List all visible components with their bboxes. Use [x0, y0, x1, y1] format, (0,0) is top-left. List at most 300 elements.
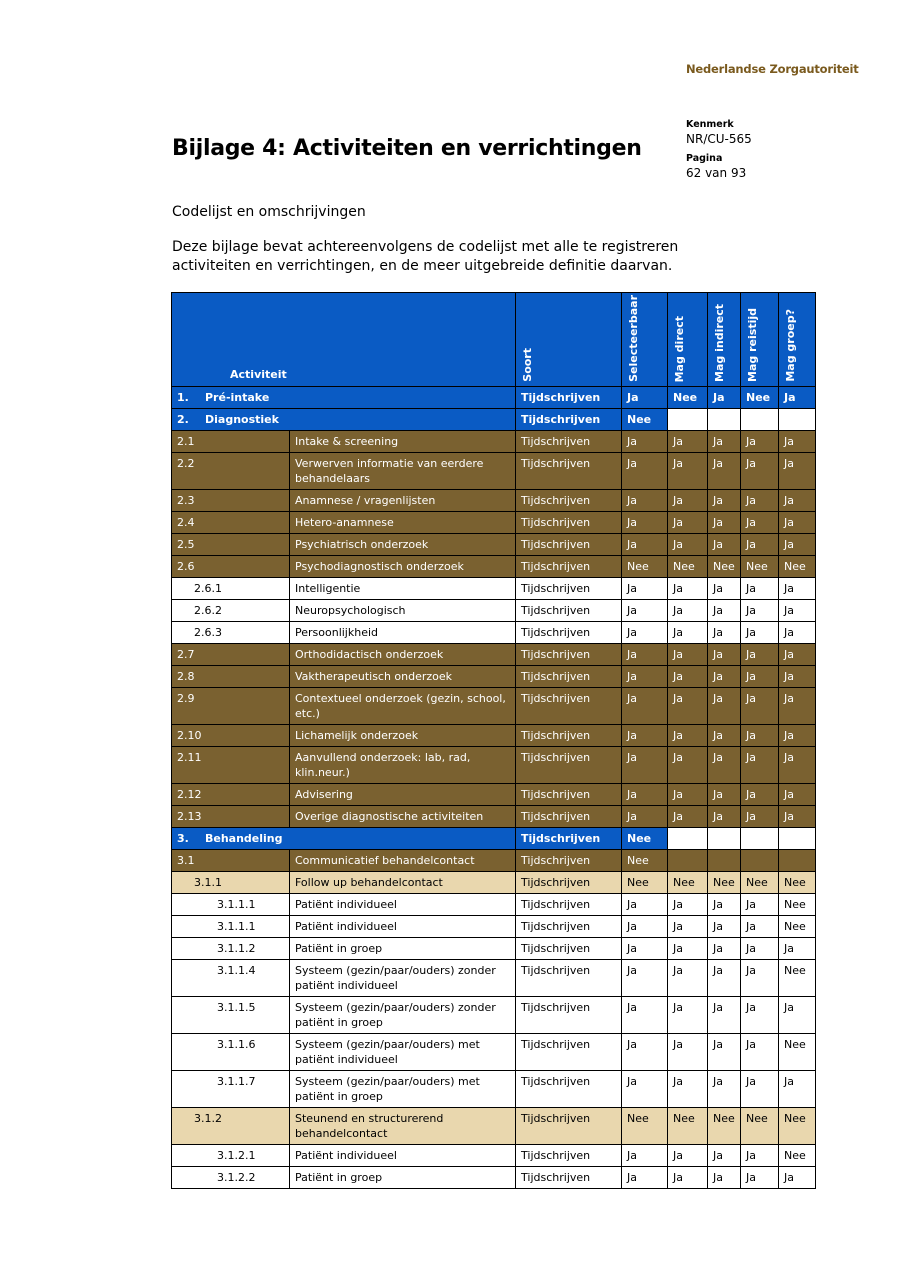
direct-cell: Ja — [668, 687, 708, 724]
activity-soort: Tijdschrijven — [516, 386, 622, 408]
selecteerbaar-cell: Nee — [622, 1107, 668, 1144]
activity-name: Patiënt individueel — [290, 915, 516, 937]
groep-cell: Nee — [779, 555, 816, 577]
activity-soort: Tijdschrijven — [516, 687, 622, 724]
activity-soort: Tijdschrijven — [516, 665, 622, 687]
activity-soort: Tijdschrijven — [516, 746, 622, 783]
activity-soort: Tijdschrijven — [516, 1107, 622, 1144]
activity-code: 3.1.1.2 — [172, 937, 290, 959]
activity-number: 3. — [177, 831, 189, 845]
activity-soort: Tijdschrijven — [516, 937, 622, 959]
activity-soort: Tijdschrijven — [516, 621, 622, 643]
activity-name: Orthodidactisch onderzoek — [290, 643, 516, 665]
groep-cell: Ja — [779, 724, 816, 746]
selecteerbaar-cell: Ja — [622, 533, 668, 555]
table-row — [172, 643, 816, 665]
activity-code: 2.11 — [172, 746, 290, 783]
activity-name: Pré-intake — [205, 390, 270, 404]
groep-cell: Ja — [779, 452, 816, 489]
column-header-reistijd — [741, 293, 779, 387]
reistijd-cell: Ja — [741, 915, 779, 937]
pagina-label: Pagina — [686, 153, 723, 164]
activity-soort: Tijdschrijven — [516, 871, 622, 893]
selecteerbaar-cell: Ja — [622, 724, 668, 746]
groep-cell: Ja — [779, 687, 816, 724]
page-title: Bijlage 4: Activiteiten en verrichtingen — [172, 136, 642, 161]
column-header-activiteit: Activiteit — [172, 293, 516, 387]
groep-cell: Nee — [779, 1033, 816, 1070]
activity-code: 3.1.1.4 — [172, 959, 290, 996]
groep-cell: Ja — [779, 621, 816, 643]
activity-name: Follow up behandelcontact — [290, 871, 516, 893]
direct-cell: Ja — [668, 1166, 708, 1188]
direct-cell: Ja — [668, 937, 708, 959]
activity-code: 2.9 — [172, 687, 290, 724]
direct-cell: Ja — [668, 996, 708, 1033]
activity-code: 2.4 — [172, 511, 290, 533]
activity-name: Psychiatrisch onderzoek — [290, 533, 516, 555]
selecteerbaar-cell: Ja — [622, 386, 668, 408]
activity-code: 2.2 — [172, 452, 290, 489]
indirect-cell: Nee — [708, 871, 741, 893]
pagina-value: 62 van 93 — [686, 166, 747, 180]
reistijd-cell: Ja — [741, 599, 779, 621]
activity-code: 2.7 — [172, 643, 290, 665]
reistijd-cell: Nee — [741, 1107, 779, 1144]
table-header-row — [172, 293, 816, 387]
activity-code: 3.1.2.1 — [172, 1144, 290, 1166]
reistijd-cell: Ja — [741, 805, 779, 827]
activity-name: Steunend en structurerend behandelcontact — [290, 1107, 516, 1144]
table-row — [172, 746, 816, 783]
table-row — [172, 665, 816, 687]
activity-code: 2.1 — [172, 430, 290, 452]
direct-cell: Ja — [668, 665, 708, 687]
selecteerbaar-cell: Ja — [622, 1070, 668, 1107]
activity-code: 2.8 — [172, 665, 290, 687]
activity-soort: Tijdschrijven — [516, 1070, 622, 1107]
activity-soort: Tijdschrijven — [516, 959, 622, 996]
indirect-cell: Ja — [708, 643, 741, 665]
column-header-soort — [516, 293, 622, 387]
table-row — [172, 533, 816, 555]
indirect-cell: Ja — [708, 511, 741, 533]
groep-cell: Nee — [779, 893, 816, 915]
activity-code: 2.6 — [172, 555, 290, 577]
selecteerbaar-cell: Ja — [622, 783, 668, 805]
reistijd-cell: Ja — [741, 893, 779, 915]
activity-soort: Tijdschrijven — [516, 849, 622, 871]
reistijd-cell: Ja — [741, 489, 779, 511]
reistijd-cell: Ja — [741, 687, 779, 724]
reistijd-cell: Nee — [741, 386, 779, 408]
reistijd-cell: Ja — [741, 621, 779, 643]
intro-paragraph: Deze bijlage bevat achtereenvolgens de codelijst met alle te registreren activiteiten en verrichtingen, en de meer uitgebreide definitie daarvan. — [172, 239, 679, 274]
table-row — [172, 430, 816, 452]
activity-code: 3.1.1.7 — [172, 1070, 290, 1107]
activity-code: 2.6.2 — [172, 599, 290, 621]
indirect-cell — [708, 849, 741, 871]
activity-name: Patiënt individueel — [290, 1144, 516, 1166]
selecteerbaar-cell: Ja — [622, 599, 668, 621]
indirect-cell: Ja — [708, 533, 741, 555]
activity-soort: Tijdschrijven — [516, 489, 622, 511]
column-header-indirect-label: Mag indirect — [713, 303, 727, 382]
activity-name: Anamnese / vragenlijsten — [290, 489, 516, 511]
selecteerbaar-cell: Ja — [622, 621, 668, 643]
activity-name: Systeem (gezin/paar/ouders) met patiënt in groep — [290, 1070, 516, 1107]
activity-name: Aanvullend onderzoek: lab, rad, klin.neur.) — [290, 746, 516, 783]
direct-cell — [668, 408, 708, 430]
activity-soort: Tijdschrijven — [516, 533, 622, 555]
activity-soort: Tijdschrijven — [516, 1166, 622, 1188]
direct-cell: Nee — [668, 1107, 708, 1144]
activity-code: 2.13 — [172, 805, 290, 827]
column-header-selecteerbaar-label: Selecteerbaar — [627, 295, 641, 382]
activity-name: Contextueel onderzoek (gezin, school, etc.) — [290, 687, 516, 724]
selecteerbaar-cell: Ja — [622, 511, 668, 533]
activity-code: 3.1.1.1 — [172, 893, 290, 915]
activities-table — [171, 292, 816, 1189]
activity-soort: Tijdschrijven — [516, 555, 622, 577]
selecteerbaar-cell: Ja — [622, 643, 668, 665]
organization-logo: Nederlandse Zorgautoriteit — [686, 62, 859, 76]
main-activity-cell — [172, 386, 516, 408]
indirect-cell — [708, 408, 741, 430]
reistijd-cell: Ja — [741, 1166, 779, 1188]
activity-code: 3.1.1.5 — [172, 996, 290, 1033]
activity-number: 1. — [177, 390, 189, 404]
reistijd-cell: Ja — [741, 577, 779, 599]
selecteerbaar-cell: Nee — [622, 871, 668, 893]
table-row — [172, 1144, 816, 1166]
activity-name: Patiënt in groep — [290, 937, 516, 959]
activity-code: 2.6.1 — [172, 577, 290, 599]
reistijd-cell: Nee — [741, 871, 779, 893]
direct-cell: Ja — [668, 783, 708, 805]
table-row — [172, 599, 816, 621]
activity-number: 2. — [177, 412, 189, 426]
activity-name: Verwerven informatie van eerdere behandelaars — [290, 452, 516, 489]
column-header-reistijd-label: Mag reistijd — [746, 307, 760, 382]
groep-cell: Ja — [779, 805, 816, 827]
selecteerbaar-cell: Ja — [622, 1166, 668, 1188]
activity-name: Communicatief behandelcontact — [290, 849, 516, 871]
activity-soort: Tijdschrijven — [516, 805, 622, 827]
table-row — [172, 724, 816, 746]
direct-cell: Ja — [668, 805, 708, 827]
activity-name: Lichamelijk onderzoek — [290, 724, 516, 746]
indirect-cell: Ja — [708, 621, 741, 643]
activity-soort: Tijdschrijven — [516, 577, 622, 599]
reistijd-cell: Ja — [741, 1144, 779, 1166]
section-subtitle: Codelijst en omschrijvingen — [172, 204, 366, 220]
activity-soort: Tijdschrijven — [516, 915, 622, 937]
activity-name: Systeem (gezin/paar/ouders) zonder patiënt individueel — [290, 959, 516, 996]
indirect-cell: Ja — [708, 1033, 741, 1070]
indirect-cell: Ja — [708, 959, 741, 996]
column-header-groep-label: Mag groep? — [784, 309, 798, 382]
activity-code: 3.1.1.1 — [172, 915, 290, 937]
reistijd-cell: Ja — [741, 665, 779, 687]
indirect-cell: Ja — [708, 1144, 741, 1166]
reistijd-cell: Ja — [741, 430, 779, 452]
groep-cell: Ja — [779, 996, 816, 1033]
reistijd-cell: Ja — [741, 452, 779, 489]
selecteerbaar-cell: Ja — [622, 1144, 668, 1166]
selecteerbaar-cell: Nee — [622, 827, 668, 849]
groep-cell: Ja — [779, 533, 816, 555]
table-row — [172, 849, 816, 871]
direct-cell: Ja — [668, 1033, 708, 1070]
reistijd-cell: Ja — [741, 937, 779, 959]
activity-soort: Tijdschrijven — [516, 430, 622, 452]
activity-name: Systeem (gezin/paar/ouders) zonder patiënt in groep — [290, 996, 516, 1033]
selecteerbaar-cell: Ja — [622, 489, 668, 511]
reistijd-cell: Ja — [741, 643, 779, 665]
groep-cell — [779, 849, 816, 871]
groep-cell: Nee — [779, 959, 816, 996]
reistijd-cell: Ja — [741, 533, 779, 555]
indirect-cell: Ja — [708, 1166, 741, 1188]
main-activity-cell — [172, 408, 516, 430]
groep-cell: Ja — [779, 1166, 816, 1188]
direct-cell — [668, 849, 708, 871]
activity-name: Neuropsychologisch — [290, 599, 516, 621]
selecteerbaar-cell: Ja — [622, 1033, 668, 1070]
indirect-cell: Nee — [708, 1107, 741, 1144]
activity-name: Patiënt individueel — [290, 893, 516, 915]
groep-cell: Ja — [779, 386, 816, 408]
direct-cell: Nee — [668, 871, 708, 893]
kenmerk-value: NR/CU-565 — [686, 132, 752, 146]
activity-code: 3.1.1.6 — [172, 1033, 290, 1070]
groep-cell: Ja — [779, 511, 816, 533]
indirect-cell: Ja — [708, 1070, 741, 1107]
groep-cell — [779, 408, 816, 430]
activity-code: 2.3 — [172, 489, 290, 511]
indirect-cell: Ja — [708, 724, 741, 746]
table-row — [172, 827, 816, 849]
table-row — [172, 996, 816, 1033]
activity-soort: Tijdschrijven — [516, 893, 622, 915]
document-meta — [686, 118, 752, 186]
table-row — [172, 489, 816, 511]
table-row — [172, 408, 816, 430]
activity-soort: Tijdschrijven — [516, 783, 622, 805]
selecteerbaar-cell: Ja — [622, 452, 668, 489]
reistijd-cell: Nee — [741, 555, 779, 577]
table-row — [172, 1033, 816, 1070]
table-row — [172, 1166, 816, 1188]
indirect-cell: Ja — [708, 915, 741, 937]
activity-name: Vaktherapeutisch onderzoek — [290, 665, 516, 687]
activity-code: 3.1.2 — [172, 1107, 290, 1144]
activity-code: 3.1.2.2 — [172, 1166, 290, 1188]
indirect-cell: Ja — [708, 937, 741, 959]
table-row — [172, 805, 816, 827]
activity-code: 2.5 — [172, 533, 290, 555]
groep-cell: Ja — [779, 665, 816, 687]
groep-cell: Nee — [779, 1107, 816, 1144]
selecteerbaar-cell: Ja — [622, 959, 668, 996]
table-row — [172, 1107, 816, 1144]
groep-cell: Ja — [779, 783, 816, 805]
activity-name: Behandeling — [205, 831, 283, 845]
reistijd-cell — [741, 827, 779, 849]
groep-cell: Ja — [779, 430, 816, 452]
table-row — [172, 893, 816, 915]
direct-cell: Ja — [668, 893, 708, 915]
indirect-cell: Ja — [708, 489, 741, 511]
table-body — [172, 386, 816, 1188]
activity-name: Psychodiagnostisch onderzoek — [290, 555, 516, 577]
indirect-cell: Nee — [708, 555, 741, 577]
activity-soort: Tijdschrijven — [516, 408, 622, 430]
direct-cell: Ja — [668, 452, 708, 489]
table-row — [172, 452, 816, 489]
indirect-cell: Ja — [708, 687, 741, 724]
direct-cell: Ja — [668, 1070, 708, 1107]
groep-cell: Ja — [779, 599, 816, 621]
table-row — [172, 687, 816, 724]
selecteerbaar-cell: Ja — [622, 665, 668, 687]
table-row — [172, 937, 816, 959]
indirect-cell: Ja — [708, 783, 741, 805]
indirect-cell: Ja — [708, 996, 741, 1033]
activity-code: 3.1.1 — [172, 871, 290, 893]
indirect-cell: Ja — [708, 430, 741, 452]
activity-soort: Tijdschrijven — [516, 452, 622, 489]
direct-cell: Nee — [668, 555, 708, 577]
reistijd-cell: Ja — [741, 746, 779, 783]
activity-soort: Tijdschrijven — [516, 511, 622, 533]
column-header-groep — [779, 293, 816, 387]
groep-cell: Ja — [779, 489, 816, 511]
activity-name: Patiënt in groep — [290, 1166, 516, 1188]
table-row — [172, 386, 816, 408]
table-row — [172, 783, 816, 805]
direct-cell: Ja — [668, 489, 708, 511]
activity-name: Intelligentie — [290, 577, 516, 599]
groep-cell: Ja — [779, 937, 816, 959]
reistijd-cell — [741, 408, 779, 430]
activity-code: 2.12 — [172, 783, 290, 805]
selecteerbaar-cell: Ja — [622, 937, 668, 959]
reistijd-cell: Ja — [741, 724, 779, 746]
groep-cell: Nee — [779, 1144, 816, 1166]
indirect-cell: Ja — [708, 805, 741, 827]
groep-cell: Ja — [779, 746, 816, 783]
table-row — [172, 511, 816, 533]
table-row — [172, 577, 816, 599]
selecteerbaar-cell: Ja — [622, 430, 668, 452]
table-row — [172, 871, 816, 893]
indirect-cell: Ja — [708, 599, 741, 621]
selecteerbaar-cell: Ja — [622, 915, 668, 937]
indirect-cell — [708, 827, 741, 849]
direct-cell: Ja — [668, 643, 708, 665]
column-header-indirect — [708, 293, 741, 387]
direct-cell: Ja — [668, 1144, 708, 1166]
selecteerbaar-cell: Nee — [622, 555, 668, 577]
direct-cell: Ja — [668, 746, 708, 783]
groep-cell: Nee — [779, 915, 816, 937]
activity-soort: Tijdschrijven — [516, 1144, 622, 1166]
table-row — [172, 915, 816, 937]
activity-code: 2.10 — [172, 724, 290, 746]
groep-cell — [779, 827, 816, 849]
main-activity-cell — [172, 827, 516, 849]
activity-soort: Tijdschrijven — [516, 599, 622, 621]
selecteerbaar-cell: Ja — [622, 687, 668, 724]
activity-name: Diagnostiek — [205, 412, 279, 426]
indirect-cell: Ja — [708, 452, 741, 489]
reistijd-cell: Ja — [741, 996, 779, 1033]
direct-cell: Ja — [668, 577, 708, 599]
selecteerbaar-cell: Nee — [622, 849, 668, 871]
activity-name: Overige diagnostische activiteiten — [290, 805, 516, 827]
selecteerbaar-cell: Ja — [622, 577, 668, 599]
direct-cell: Ja — [668, 430, 708, 452]
direct-cell: Ja — [668, 915, 708, 937]
groep-cell: Ja — [779, 577, 816, 599]
direct-cell: Nee — [668, 386, 708, 408]
activity-name: Systeem (gezin/paar/ouders) met patiënt individueel — [290, 1033, 516, 1070]
direct-cell: Ja — [668, 533, 708, 555]
selecteerbaar-cell: Ja — [622, 805, 668, 827]
indirect-cell: Ja — [708, 577, 741, 599]
direct-cell: Ja — [668, 959, 708, 996]
activity-name: Advisering — [290, 783, 516, 805]
column-header-direct — [668, 293, 708, 387]
table-row — [172, 1070, 816, 1107]
activity-soort: Tijdschrijven — [516, 1033, 622, 1070]
reistijd-cell: Ja — [741, 783, 779, 805]
column-header-selecteerbaar — [622, 293, 668, 387]
activity-name: Persoonlijkheid — [290, 621, 516, 643]
reistijd-cell: Ja — [741, 1070, 779, 1107]
table-row — [172, 555, 816, 577]
groep-cell: Ja — [779, 1070, 816, 1107]
table-row — [172, 621, 816, 643]
activity-soort: Tijdschrijven — [516, 827, 622, 849]
activity-soort: Tijdschrijven — [516, 643, 622, 665]
indirect-cell: Ja — [708, 893, 741, 915]
direct-cell: Ja — [668, 724, 708, 746]
column-header-direct-label: Mag direct — [673, 315, 687, 382]
direct-cell: Ja — [668, 621, 708, 643]
direct-cell: Ja — [668, 599, 708, 621]
kenmerk-label: Kenmerk — [686, 119, 734, 130]
activity-name: Intake & screening — [290, 430, 516, 452]
activity-soort: Tijdschrijven — [516, 724, 622, 746]
groep-cell: Ja — [779, 643, 816, 665]
activity-code: 3.1 — [172, 849, 290, 871]
activity-soort: Tijdschrijven — [516, 996, 622, 1033]
indirect-cell: Ja — [708, 665, 741, 687]
indirect-cell: Ja — [708, 746, 741, 783]
reistijd-cell — [741, 849, 779, 871]
reistijd-cell: Ja — [741, 511, 779, 533]
activity-name: Hetero-anamnese — [290, 511, 516, 533]
indirect-cell: Ja — [708, 386, 741, 408]
selecteerbaar-cell: Nee — [622, 408, 668, 430]
column-header-soort-label: Soort — [521, 348, 535, 382]
direct-cell — [668, 827, 708, 849]
activity-code: 2.6.3 — [172, 621, 290, 643]
groep-cell: Nee — [779, 871, 816, 893]
